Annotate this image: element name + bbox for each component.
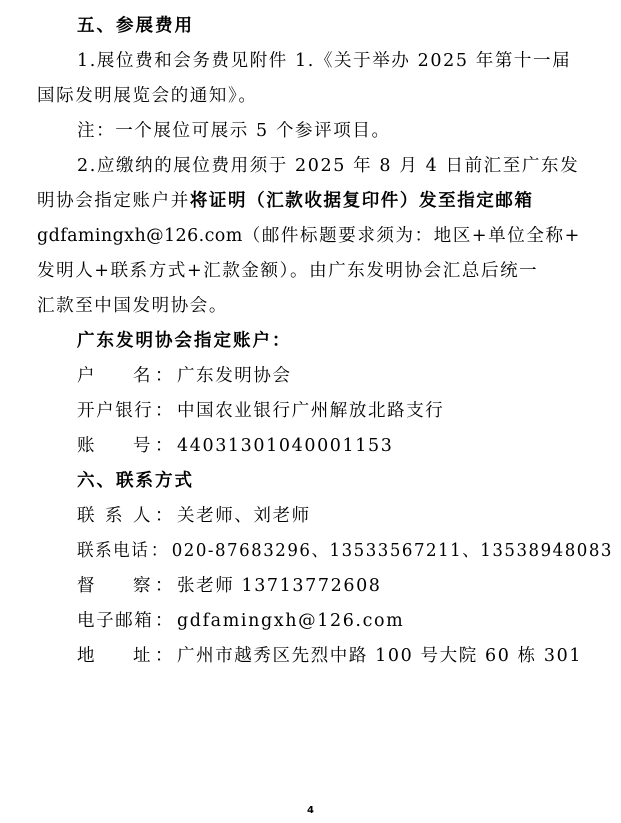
contact-phone-colon: ： <box>150 541 168 561</box>
section6-heading: 六、联系方式 <box>77 471 194 491</box>
account-number-value: 44031301040001153 <box>177 436 394 456</box>
account-row-bank <box>77 400 597 422</box>
contact-address-value: 广州市越秀区先烈中路 100 号大院 60 栋 301 <box>177 646 583 666</box>
contact-row-person <box>77 505 597 527</box>
contact-email-value: gdfamingxh@126.com <box>177 611 405 631</box>
contact-person-value: 关老师、刘老师 <box>177 506 311 526</box>
contact-supervisor-label-char1: 督 <box>77 576 95 596</box>
contact-person-label-char2: 系 <box>105 506 123 526</box>
account-bank-value: 中国农业银行广州解放北路支行 <box>177 401 445 421</box>
account-name-label-char1: 户 <box>77 366 95 386</box>
payment-line3-rest: （邮件标题要求须为：地区+单位全称+ <box>242 226 581 246</box>
contact-person-label-char3: 人 <box>133 506 151 526</box>
contact-email-label: 电子邮箱 <box>77 611 154 631</box>
booth-note: 注：一个展位可展示 5 个参评项目。 <box>77 121 391 141</box>
account-row-name <box>77 365 597 387</box>
account-number-colon: ： <box>155 436 173 456</box>
contact-address-label-char1: 地 <box>77 646 95 666</box>
contact-supervisor-value: 张老师 13713772608 <box>177 576 382 596</box>
payment-line2-normal: 明协会指定账户并 <box>37 191 190 211</box>
contact-row-address <box>77 645 597 667</box>
contact-address-label-char2: 址 <box>133 646 151 666</box>
account-name-colon: ： <box>155 366 173 386</box>
account-number-label-char1: 账 <box>77 436 95 456</box>
page-number: 4 <box>307 805 314 816</box>
submission-email: gdfamingxh@126.com <box>37 226 243 246</box>
account-bank-colon: ： <box>155 401 173 421</box>
contact-supervisor-label-char2: 察 <box>133 576 151 596</box>
contact-row-email <box>77 610 597 632</box>
fee-paragraph-line1: 1.展位费和会务费见附件 1.《关于举办 2025 年第十一届 <box>77 51 572 71</box>
contact-person-label-char1: 联 <box>77 506 95 526</box>
payment-paragraph-line5: 汇款至中国发明协会。 <box>37 296 228 316</box>
payment-paragraph-line3 <box>37 225 581 247</box>
payment-paragraph-line2 <box>37 190 534 212</box>
account-number-label-char2: 号 <box>133 436 151 456</box>
account-name-value: 广东发明协会 <box>177 366 292 386</box>
section5-heading: 五、参展费用 <box>77 16 194 36</box>
contact-row-supervisor <box>77 575 597 597</box>
fee-paragraph-line2: 国际发明展览会的通知》。 <box>37 86 258 106</box>
account-heading: 广东发明协会指定账户： <box>77 331 292 351</box>
contact-address-colon: ： <box>155 646 173 666</box>
contact-email-colon: ： <box>155 611 173 631</box>
contact-supervisor-colon: ： <box>155 576 173 596</box>
payment-line2-bold: 将证明（汇款收据复印件）发至指定邮箱 <box>189 191 534 211</box>
contact-phone-value: 020-87683296、13533567211、13538948083 <box>171 541 613 561</box>
payment-paragraph-line4: 发明人+联系方式+汇款金额）。由广东发明协会汇总后统一 <box>37 261 539 281</box>
account-bank-label: 开户银行 <box>77 401 154 421</box>
contact-phone-label: 联系电话 <box>77 541 150 561</box>
payment-paragraph-line1: 2.应缴纳的展位费用须于 2025 年 8 月 4 日前汇至广东发 <box>77 156 580 176</box>
account-name-label-char2: 名 <box>133 366 151 386</box>
account-row-number <box>77 435 597 457</box>
contact-row-phone <box>77 540 613 562</box>
contact-person-colon: ： <box>155 506 173 526</box>
